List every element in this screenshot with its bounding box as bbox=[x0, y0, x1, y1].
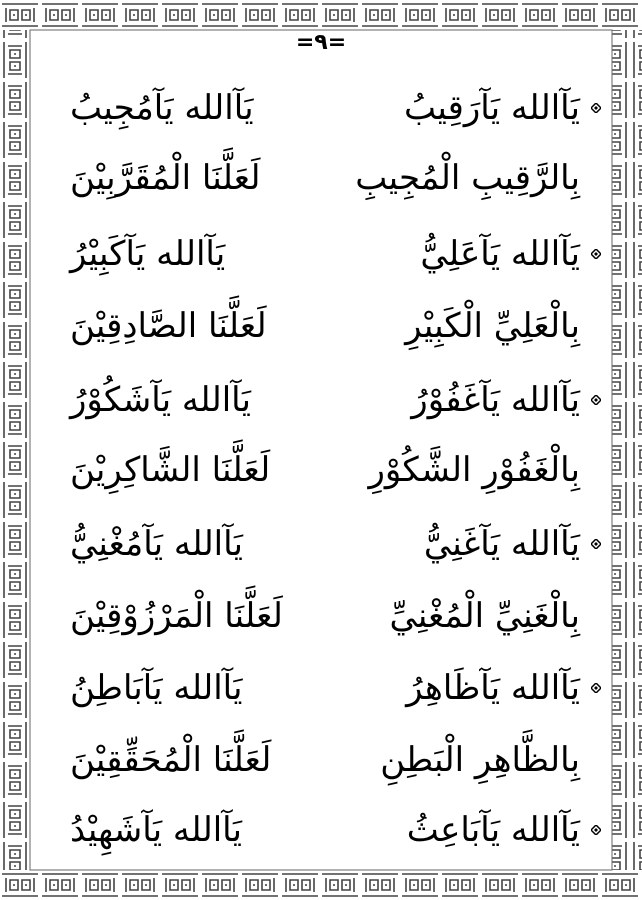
verse-right-text: بِالْغَنِيِّ الْمُغْنِيِّ bbox=[389, 596, 580, 636]
verse-right-text: يَآالله يَآعَلِيُّ bbox=[420, 234, 580, 274]
diamond-bullet-icon bbox=[591, 249, 601, 259]
verse-left-text: لَعَلَّنَا الصَّادِقِيْنَ bbox=[70, 306, 267, 346]
verse-left-text: يَآالله يَآبَاطِنُ bbox=[70, 668, 243, 708]
verse-right-text: يَآالله يَآظَاهِرُ bbox=[406, 668, 580, 708]
verse-left-text: يَآالله يَآمُجِيبُ bbox=[70, 88, 254, 128]
verse-right-text: يَآالله يَآرَقِيبُ bbox=[403, 88, 580, 128]
verse-line bbox=[50, 586, 595, 646]
verse-left-text: لَعَلَّنَا الشَّاكِرِيْنَ bbox=[70, 450, 271, 490]
verse-line bbox=[50, 370, 595, 430]
diamond-bullet-icon bbox=[591, 103, 601, 113]
verse-line bbox=[50, 296, 595, 356]
verse-left-text: لَعَلَّنَا الْمَرْزُوْقِيْنَ bbox=[70, 596, 283, 636]
verse-right-text: يَآالله يَآغَفُوْرُ bbox=[411, 380, 580, 420]
verse-right-text: بِالرَّقِيبِ الْمُجِيبِ bbox=[355, 158, 580, 198]
verse-right-text: بِالْغَفُوْرِ الشَّكُوْرِ bbox=[368, 450, 580, 490]
verse-left-text: لَعَلَّنَا الْمُقَرَّبِيْنَ bbox=[70, 158, 261, 198]
verse-left-text: يَآالله يَآشَهِيْدُ bbox=[70, 810, 243, 850]
diamond-bullet-icon bbox=[591, 683, 601, 693]
diamond-bullet-icon bbox=[591, 539, 601, 549]
verse-line bbox=[50, 224, 595, 284]
verse-line bbox=[50, 148, 595, 208]
verse-line bbox=[50, 658, 595, 718]
verse-left-text: لَعَلَّنَا الْمُحَقِّقِيْنَ bbox=[70, 740, 272, 780]
page-number: =٩= bbox=[295, 30, 347, 55]
verse-line bbox=[50, 800, 595, 860]
verse-right-text: بِالْعَلِيِّ الْكَبِيْرِ bbox=[405, 306, 580, 346]
verse-left-text: يَآالله يَآكَبِيْرُ bbox=[70, 234, 226, 274]
verse-right-text: يَآالله يَآغَنِيُّ bbox=[423, 524, 580, 564]
diamond-bullet-icon bbox=[591, 395, 601, 405]
verse-right-text: يَآالله يَآبَاعِثُ bbox=[406, 810, 580, 850]
verse-line bbox=[50, 78, 595, 138]
diamond-bullet-icon bbox=[591, 825, 601, 835]
verse-line bbox=[50, 440, 595, 500]
verse-line bbox=[50, 730, 595, 790]
verse-right-text: بِالظَّاهِرِ الْبَطِنِ bbox=[380, 740, 580, 780]
verse-left-text: يَآالله يَآشَكُوْرُ bbox=[70, 380, 251, 420]
verse-line bbox=[50, 514, 595, 574]
verse-left-text: يَآالله يَآمُغْنِيُّ bbox=[70, 524, 243, 564]
